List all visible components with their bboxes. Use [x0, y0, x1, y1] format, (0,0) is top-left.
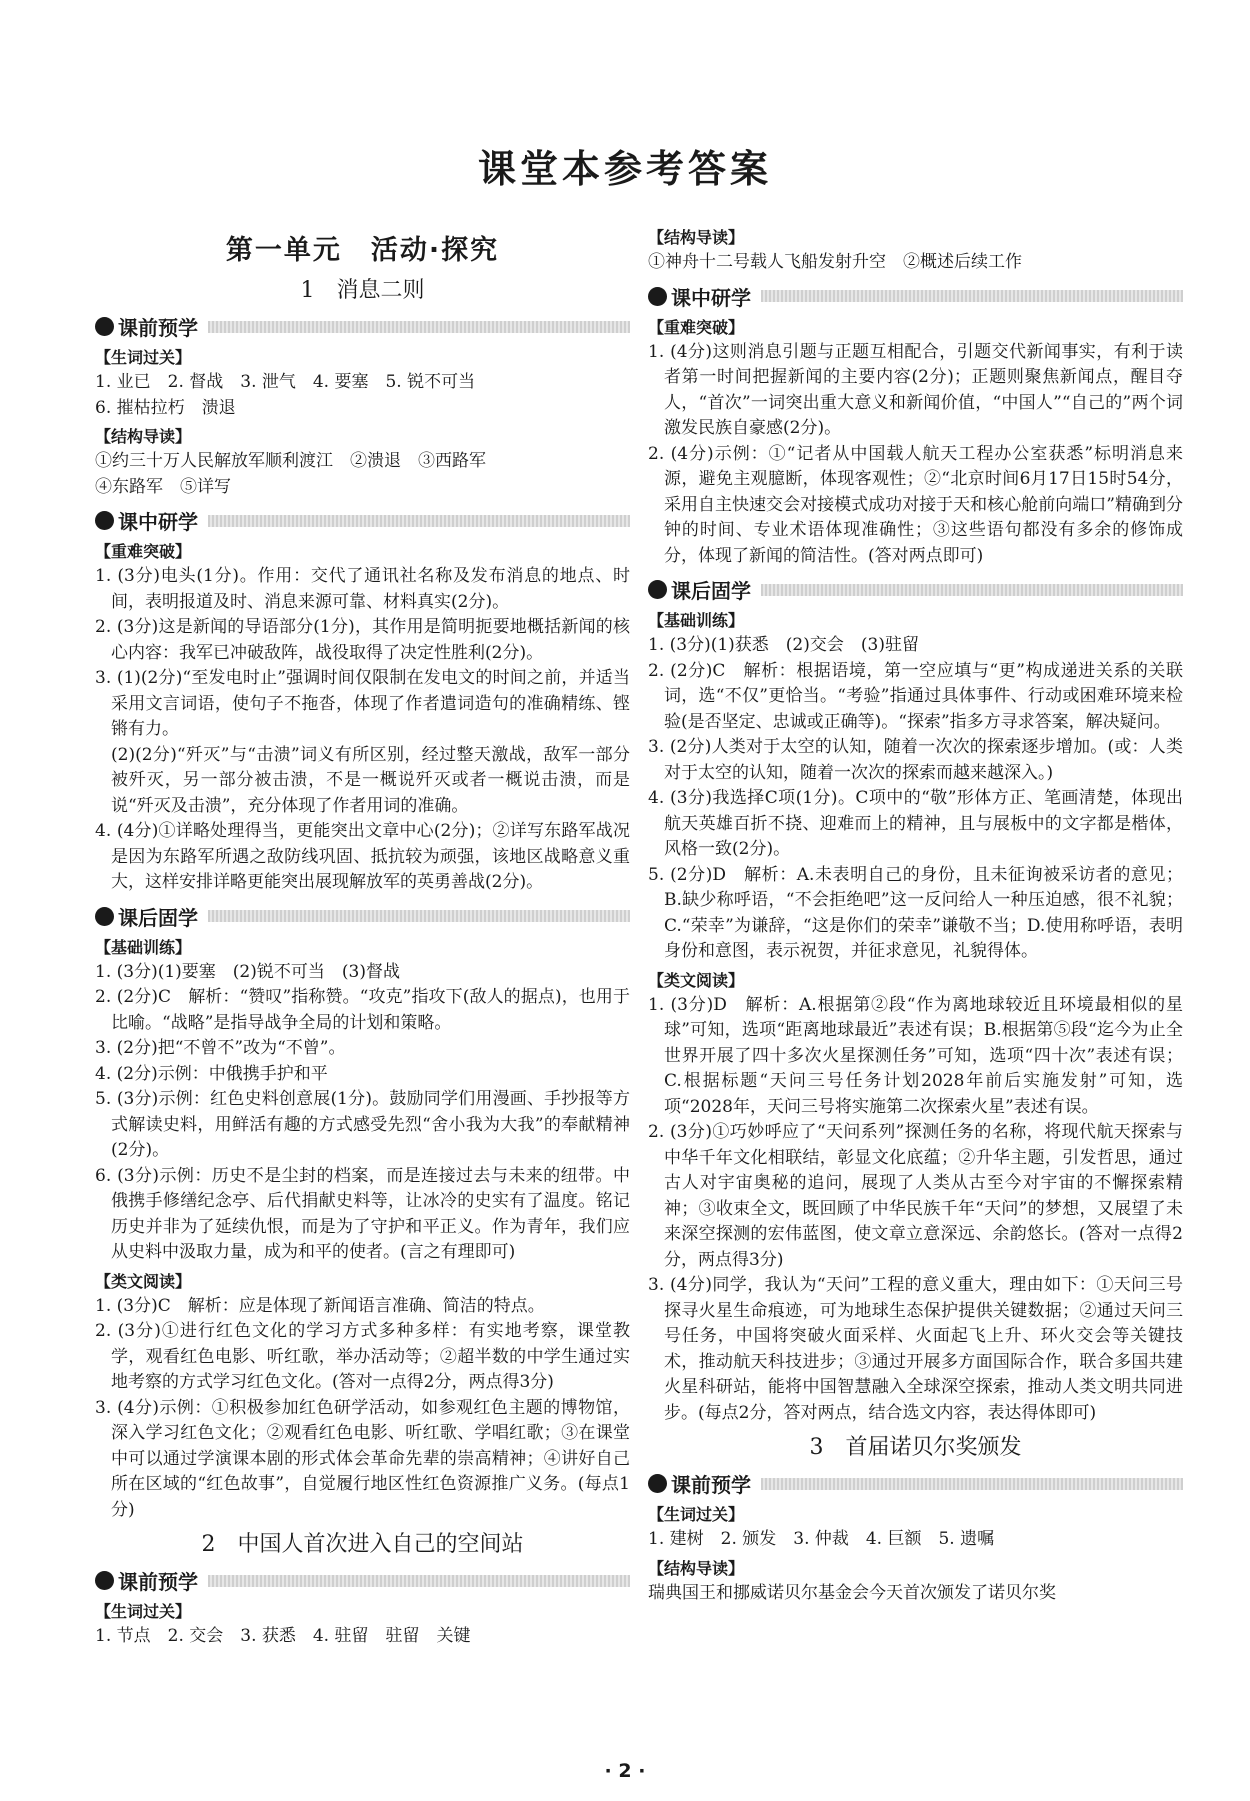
answer-line: 1. 节点 2. 交会 3. 获悉 4. 驻留 驻留 关键 — [95, 1626, 471, 1646]
section-header — [95, 1566, 630, 1595]
answer-line: ①约三十万人民解放军顺利渡江 ②溃退 ③西路军 — [95, 451, 486, 471]
answer-item: 2. (3分)①巧妙呼应了“天问系列”探测任务的名称，将现代航天探索与中华千年文化相联结，彰显文化底蕴；②升华主题，引发哲思，通过古人对宇宙奥秘的追问，展现了人类从古至今对宇宙的不懈探索精神；③收束全文，既回顾了中华民族千年“天问”的梦想，又展望了未来深空探测的宏伟蓝图，使文章立意深远、余韵悠长。(答对一点得2分，两点得3分) — [648, 1122, 1183, 1270]
subsection-label: 【类文阅读】 — [648, 970, 745, 990]
left-column — [95, 222, 630, 1650]
answer-line: ④东路军 ⑤详写 — [95, 476, 231, 497]
answer-item: 1. (3分)D 解析：A.根据第②段“作为离地球较近且环境最相似的星球”可知，选项“距离地球最近”表述有误；B.根据第⑤段“迄今为止全世界开展了四十多次火星探测任务”可知，选项“四十次”表述有误；C.根据标题“天问三号任务计划2028年前后实施发射”可知，选项“2028年，天问三号将实施第二次探索火星”表述有误。 — [648, 994, 1183, 1117]
answer-item: 3. (2分)把“不曾不”改为“不曾”。 — [95, 1038, 346, 1058]
section-header — [648, 282, 1183, 311]
bullet-icon — [95, 1571, 114, 1590]
section-bar — [761, 584, 1183, 596]
section-title: 课后固学 — [671, 579, 751, 603]
lesson-title: 1 消息二则 — [300, 278, 425, 303]
answer-item: 5. (2分)D 解析：A.未表明自己的身份，且未征询被采访者的意见；B.缺少称呼语，“不会拒绝吧”这一反问给人一种压迫感，很不礼貌；C.“荣幸”为谦辞，“这是你们的荣幸”谦敬不当；D.使用称呼语，表明身份和意图，表示祝贺，并征求意见，礼貌得体。 — [648, 864, 1183, 961]
answer-item: 3. (4分)同学，我认为“天问”工程的意义重大，理由如下：①天问三号探寻火星生命痕迹，可为地球生态保护提供关键数据；②通过天问三号任务，中国将突破火面采样、火面起飞上升、环火交会等关键技术，推动航天科技进步；③通过开展多方面国际合作，联合多国共建火星科研站，能将中国智慧融入全球深空探索，推动人类文明共同进步。(每点2分，答对两点，结合选文内容，表达得体即可) — [648, 1275, 1183, 1423]
right-column — [648, 222, 1183, 1606]
page-number: · 2 · — [604, 1760, 646, 1782]
section-header — [648, 575, 1183, 604]
answer-item: 4. (3分)我选择C项(1分)。C项中的“敬”形体方正、笔画清楚，体现出航天英雄百折不挠、迎难而上的精神，且与展板中的文字都是楷体，风格一致(2分)。 — [648, 788, 1183, 859]
answer-line: 6. 摧枯拉朽 溃退 — [95, 397, 236, 418]
answer-line: 1. 建树 2. 颁发 3. 仲裁 4. 巨额 5. 遗嘱 — [648, 1529, 995, 1549]
answer-item: 2. (4分)示例：①“记者从中国载人航天工程办公室获悉”标明消息来源，避免主观臆断，体现客观性；②“北京时间6月17日15时54分，采用自主快速交会对接模式成功对接于天和核心舱前向端口”精确到分钟的时间、专业术语体现准确性；③这些语句都没有多余的修饰成分，体现了新闻的简洁性。(答对两点即可) — [648, 443, 1183, 566]
subsection-label: 【重难突破】 — [95, 542, 192, 561]
section-title: 课前预学 — [118, 1570, 198, 1594]
subsection-label: 【生词过关】 — [95, 1602, 192, 1621]
bullet-icon — [648, 580, 667, 599]
unit-title: 第一单元 活动·探究 — [225, 235, 500, 266]
bullet-icon — [648, 287, 667, 306]
subsection-label: 【基础训练】 — [95, 937, 192, 957]
answer-item: 6. (3分)示例：历史不是尘封的档案，而是连接过去与未来的纽带。中俄携手修缮纪念亭、后代捐献史料等，让冰冷的史实有了温度。铭记历史并非为了延续仇恨，而是为了守护和平正义。作为青年，我们应从史料中汲取力量，成为和平的使者。(言之有理即可) — [95, 1165, 630, 1262]
answer-item: 1. (3分)(1)获悉 (2)交会 (3)驻留 — [648, 635, 919, 655]
section-bar — [761, 290, 1183, 302]
subsection-label: 【生词过关】 — [648, 1505, 745, 1524]
answer-item: 1. (4分)这则消息引题与正题互相配合，引题交代新闻事实，有利于读者第一时间把握新闻的主要内容(2分)；正题则聚焦新闻点，醒目夺人，“首次”一词突出重大意义和新闻价值，“中国人”“自己的”两个词激发民族自豪感(2分)。 — [648, 341, 1183, 438]
lesson-title: 3 首届诺贝尔奖颁发 — [809, 1435, 1022, 1460]
answer-item: (2)(2分)“歼灭”与“击溃”词义有所区别，经过整天激战，敌军一部分被歼灭，另一部分被击溃，不是一概说歼灭或者一概说击溃，而是说“歼灭及击溃”，充分体现了作者用词的准确。 — [111, 744, 630, 816]
section-bar — [208, 910, 630, 922]
answer-item: 5. (3分)示例：红色史料创意展(1分)。鼓励同学们用漫画、手抄报等方式解读史料，用鲜活有趣的方式感受先烈“舍小我为大我”的奉献精神(2分)。 — [95, 1089, 630, 1160]
bullet-icon — [95, 907, 114, 926]
section-title: 课中研学 — [118, 510, 198, 534]
answer-line: ①神舟十二号载人飞船发射升空 ②概述后续工作 — [648, 252, 1022, 272]
subsection-label: 【结构导读】 — [648, 228, 745, 247]
section-bar — [208, 321, 630, 333]
answer-item: 1. (3分)电头(1分)。作用：交代了通讯社名称及发布消息的地点、时间，表明报道及时、消息来源可靠、材料真实(2分)。 — [95, 566, 630, 612]
answer-item: 3. (4分)示例：①积极参加红色研学活动，如参观红色主题的博物馆，深入学习红色文化；②观看红色电影、听红歌、学唱红歌；③在课堂中可以通过学演课本剧的形式体会革命先辈的崇高精神；④讲好自己所在区域的“红色故事”，自觉履行地区性红色资源推广义务。(每点1分) — [95, 1397, 630, 1520]
answer-item: 2. (2分)C 解析：根据语境，第一空应填与“更”构成递进关系的关联词，选“不仅”更恰当。“考验”指通过具体事件、行动或困难环境来检验(是否坚定、忠诚或正确等)。“探索”指多方寻求答案，解决疑问。 — [648, 660, 1183, 732]
section-header — [648, 1469, 1183, 1498]
section-title: 课中研学 — [671, 285, 751, 310]
subsection-label: 【重难突破】 — [648, 317, 745, 337]
answer-line: 1. 业已 2. 督战 3. 泄气 4. 要塞 5. 锐不可当 — [95, 372, 476, 392]
answer-item: 2. (2分)C 解析：“赞叹”指称赞。“攻克”指攻下(敌人的据点)，也用于比喻。“战略”是指导战争全局的计划和策略。 — [95, 987, 630, 1033]
section-header — [95, 312, 630, 341]
answer-item: 3. (1)(2分)“至发电时止”强调时间仅限制在发电文的时间之前，并适当采用文言词语，使句子不拖沓，体现了作者遣词造句的准确精练、铿锵有力。 — [95, 668, 630, 739]
subsection-label: 【类文阅读】 — [95, 1271, 192, 1291]
answer-item: 3. (2分)人类对于太空的认知，随着一次次的探索逐步增加。(或：人类对于太空的认知，随着一次次的探索而越来越深入。) — [648, 737, 1183, 783]
subsection-label: 【结构导读】 — [648, 1558, 745, 1578]
subsection-label: 【基础训练】 — [648, 611, 745, 630]
section-bar — [208, 1575, 630, 1587]
subsection-label: 【结构导读】 — [95, 427, 192, 446]
section-bar — [208, 515, 630, 527]
answer-line: 瑞典国王和挪威诺贝尔基金会今天首次颁发了诺贝尔奖 — [648, 1582, 1056, 1603]
page-title: 课堂本参考答案 — [477, 147, 772, 191]
section-title: 课后固学 — [118, 905, 198, 930]
answer-item: 4. (2分)示例：中俄携手护和平 — [95, 1063, 328, 1084]
answer-item: 1. (3分)C 解析：应是体现了新闻语言准确、简洁的特点。 — [95, 1295, 545, 1316]
section-title: 课前预学 — [671, 1473, 751, 1497]
section-title: 课前预学 — [118, 316, 198, 340]
bullet-icon — [648, 1474, 667, 1493]
bullet-icon — [95, 317, 114, 336]
answer-item: 4. (4分)①详略处理得当，更能突出文章中心(2分)；②详写东路军战况是因为东路军所遇之敌防线巩固、抵抗较为顽强，该地区战略意义重大，这样安排详略更能突出展现解放军的英勇善战(2分)。 — [95, 821, 630, 892]
lesson-title: 2 中国人首次进入自己的空间站 — [201, 1532, 524, 1557]
subsection-label: 【生词过关】 — [95, 348, 192, 367]
section-bar — [761, 1478, 1183, 1490]
answer-item: 2. (3分)这是新闻的导语部分(1分)，其作用是简明扼要地概括新闻的核心内容：我军已冲破敌阵，战役取得了决定性胜利(2分)。 — [95, 617, 630, 663]
bullet-icon — [95, 511, 114, 530]
section-header — [95, 506, 630, 535]
answer-item: 1. (3分)(1)要塞 (2)锐不可当 (3)督战 — [95, 961, 400, 982]
answer-item: 2. (3分)①进行红色文化的学习方式多种多样：有实地考察，课堂教学，观看红色电影、听红歌，举办活动等；②超半数的中学生通过实地考察的方式学习红色文化。(答对一点得2分，两点得3分) — [95, 1321, 630, 1392]
section-header — [95, 902, 630, 931]
